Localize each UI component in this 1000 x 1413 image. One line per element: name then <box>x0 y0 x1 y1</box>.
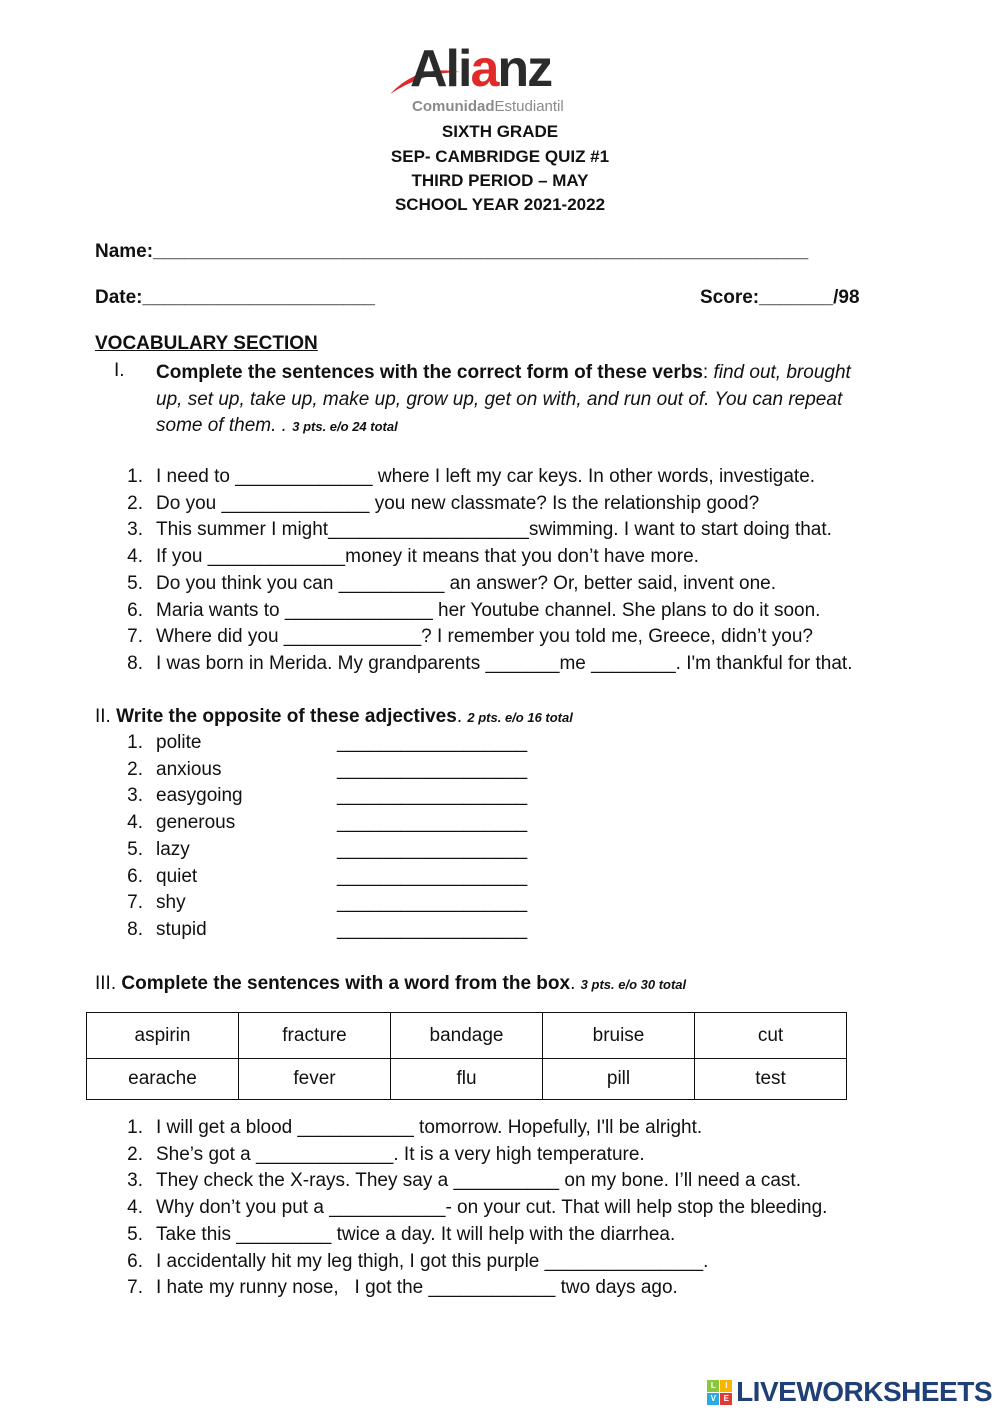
box-word: bruise <box>543 1013 695 1059</box>
header-period: THIRD PERIOD – MAY <box>411 171 589 190</box>
s1-item[interactable]: Maria wants to ______________ her Youtube channel. She plans to do it soon. <box>156 599 821 621</box>
s2-adjective: quiet <box>156 865 198 887</box>
s3-item[interactable]: I hate my runny nose, I got the ____________ two days ago. <box>156 1277 678 1299</box>
alianz-logo <box>388 40 608 118</box>
item-number: 5. <box>127 1223 143 1245</box>
box-word: test <box>695 1059 847 1100</box>
s2-adjective: lazy <box>156 838 190 860</box>
s1-item[interactable]: This summer I might___________________swimming. I want to start doing that. <box>156 519 832 541</box>
s2-answer-blank[interactable]: __________________ <box>337 758 528 780</box>
s1-item[interactable]: If you _____________money it means that you don’t have more. <box>156 546 699 568</box>
logo-subtitle: ComunidadEstudiantil <box>412 98 564 115</box>
s2-answer-blank[interactable]: __________________ <box>337 838 528 860</box>
s3-item[interactable]: They check the X-rays. They say a __________ on my bone. I’ll need a cast. <box>156 1170 801 1192</box>
item-number: 4. <box>127 812 143 834</box>
date-field[interactable]: Date:______________________ <box>95 287 375 308</box>
word-box <box>86 1012 847 1100</box>
box-word: fracture <box>239 1013 391 1059</box>
s3-item[interactable]: Why don’t you put a ___________- on your cut. That will help stop the bleeding. <box>156 1197 828 1219</box>
s2-adjective: shy <box>156 892 186 914</box>
item-number: 6. <box>127 599 143 621</box>
item-number: 3. <box>127 785 143 807</box>
item-number: 5. <box>127 572 143 594</box>
s2-adjective: anxious <box>156 758 222 780</box>
s2-answer-blank[interactable]: __________________ <box>337 812 528 834</box>
s2-answer-blank[interactable]: __________________ <box>337 732 528 753</box>
box-word: fever <box>239 1059 391 1100</box>
s1-item[interactable]: Do you think you can __________ an answer? Or, better said, invent one. <box>156 572 777 594</box>
item-number: 8. <box>127 918 143 940</box>
item-number: 2. <box>127 1143 143 1165</box>
s3-instructions: III. Complete the sentences with a word from the box. 3 pts. e/o 30 total <box>95 973 687 994</box>
item-number: 1. <box>127 466 143 487</box>
box-word: earache <box>87 1059 239 1100</box>
item-number: 7. <box>127 1277 143 1299</box>
s2-adjective: easygoing <box>156 785 243 807</box>
liveworksheets-logo <box>707 1376 992 1408</box>
s3-item[interactable]: I will get a blood ___________ tomorrow. Hopefully, I'll be alright. <box>156 1117 703 1138</box>
header-quiz: SEP- CAMBRIDGE QUIZ #1 <box>390 147 610 166</box>
box-word: aspirin <box>87 1013 239 1059</box>
s2-instructions: II. Write the opposite of these adjectives. 2 pts. e/o 16 total <box>95 706 573 727</box>
logo-word: Alianz <box>410 40 552 98</box>
s3-item[interactable]: I accidentally hit my leg thigh, I got this purple _______________. <box>156 1250 709 1272</box>
score-field: Score:_______/98 <box>700 287 860 308</box>
s3-item[interactable]: She’s got a _____________. It is a very high temperature. <box>156 1143 645 1165</box>
s2-answer-blank[interactable]: __________________ <box>337 918 528 940</box>
s1-item[interactable]: I was born in Merida. My grandparents _______me ________. I'm thankful for that. <box>156 652 853 674</box>
item-number: 7. <box>127 626 143 648</box>
item-number: 6. <box>127 1250 143 1272</box>
s2-adjective: generous <box>156 812 236 834</box>
item-number: 4. <box>127 546 143 568</box>
item-number: 8. <box>127 652 143 674</box>
box-word: pill <box>543 1059 695 1100</box>
s1-roman: I. <box>114 360 125 381</box>
box-word: flu <box>391 1059 543 1100</box>
s2-answer-blank[interactable]: __________________ <box>337 865 528 887</box>
item-number: 6. <box>127 865 143 887</box>
item-number: 1. <box>127 732 143 753</box>
liveworksheets-brand: LIVEWORKSHEETS <box>736 1376 992 1407</box>
box-word: cut <box>695 1013 847 1059</box>
item-number: 2. <box>127 758 143 780</box>
section-title: VOCABULARY SECTION <box>95 333 318 354</box>
item-number: 2. <box>127 492 143 514</box>
s2-adjective: stupid <box>156 918 207 940</box>
box-word: bandage <box>391 1013 543 1059</box>
s1-item[interactable]: Do you ______________ you new classmate? Is the relationship good? <box>156 492 760 514</box>
item-number: 7. <box>127 892 143 914</box>
name-field[interactable]: Name:______________________________________________________________ <box>95 241 809 262</box>
cubes-icon: L I V E <box>707 1380 732 1405</box>
item-number: 1. <box>127 1117 143 1138</box>
header-grade: SIXTH GRADE <box>441 122 559 141</box>
s1-item[interactable]: I need to _____________ where I left my car keys. In other words, investigate. <box>156 466 816 487</box>
item-number: 5. <box>127 838 143 860</box>
item-number: 3. <box>127 1170 143 1192</box>
s2-answer-blank[interactable]: __________________ <box>337 785 528 807</box>
s2-adjective: polite <box>156 732 202 753</box>
s1-item[interactable]: Where did you _____________? I remember you told me, Greece, didn’t you? <box>156 626 813 648</box>
item-number: 3. <box>127 519 143 541</box>
header-year: SCHOOL YEAR 2021-2022 <box>394 195 606 214</box>
s1-instructions: Complete the sentences with the correct form of these verbs: find out, brought up, set up, take up, make up, grow up, get on with, and run out of. You can repeat some of them. . 3 pts. e/o 24 total <box>156 362 851 436</box>
item-number: 4. <box>127 1197 143 1219</box>
s3-item[interactable]: Take this _________ twice a day. It will help with the diarrhea. <box>156 1223 676 1245</box>
s2-answer-blank[interactable]: __________________ <box>337 892 528 914</box>
